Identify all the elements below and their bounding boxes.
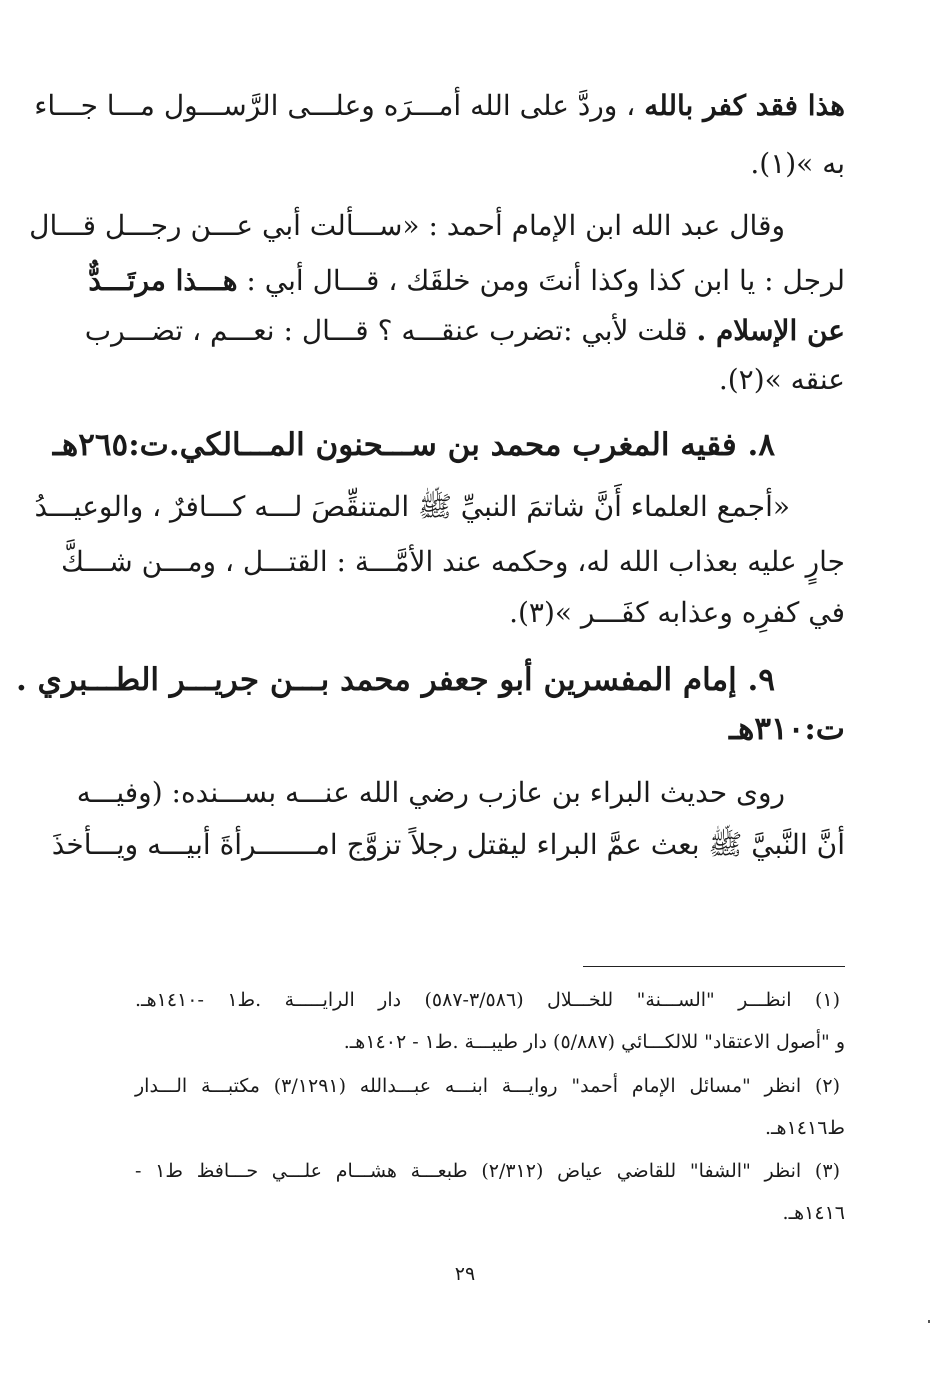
footnote-2-line2: ط١٤١٦هـ.	[764, 1117, 845, 1139]
para1-line1	[34, 86, 845, 126]
section-heading-8: ٨. فقيه المغرب محمد بن ســـحنون المـــالكي.ت:٢٦٥هـ	[52, 427, 775, 463]
para2-bold-phrase: هـــذا مرتَـــدٌّ	[88, 264, 238, 297]
section-heading-9-line1: ٩. إمام المفسرين أبو جعفر محمد بـــن جريـــر الطـــبري .	[15, 662, 775, 698]
section-heading-9-line2: ت:٣١٠هـ	[728, 711, 845, 747]
para3-line2: جارٍ عليه بعذاب الله له، وحكمه عند الأمَّـــة : القتـــل ، ومـــن شـــكَّ	[61, 545, 845, 578]
para1-line1-text: ، وردَّ على الله أمـــرَه وعلـــى الرَّســـول مـــا جـــاء	[34, 89, 636, 122]
para3-line3: في كفرِه وعذابه كفَـــر »(٣).	[509, 596, 845, 629]
para1-line2: به »(١).	[750, 147, 845, 180]
para2-line1: وقال عبد الله ابن الإمام أحمد : «ســـألت أبي عـــن رجـــل قـــال	[29, 209, 785, 242]
page-number: ٢٩	[454, 1263, 476, 1285]
footnote-1-line2: و "أصول الاعتقاد" للالكـــائي (٥/٨٨٧) دار طيبـــة .ط١ - ١٤٠٢هـ.	[343, 1031, 845, 1053]
footnote-3-line1: (٣) انظر "الشفا" للقاضي عياض (٢/٣١٢) طبعـــة هشـــام علـــي حـــافظ ط١ -	[135, 1160, 840, 1182]
para2-line3-bold: عن الإسلام .	[696, 314, 845, 347]
para2-line2	[88, 261, 845, 301]
para2-line4: عنقه »(٢).	[718, 363, 845, 396]
footnote-3-line2: ١٤١٦هـ.	[782, 1202, 845, 1224]
footnote-1-line1: (١) انظـــر "الســـنة" للخـــلال (٣/٥٨٦-٥٨٧) دار الرايـــــة .ط١ -١٤١٠هـ.	[135, 989, 840, 1011]
footnote-separator	[583, 966, 845, 967]
para2-line3	[84, 311, 845, 351]
para1-bold-phrase: هذا فقد كفر بالله	[644, 89, 845, 122]
para4-line2: أنَّ النَّبيَّ ﷺ بعث عمَّ البراء ليقتل رجلاً تزوَّج امـــــــرأةَ أبيـــه ويـــأخذَ	[51, 828, 845, 861]
para2-line2-text: لرجل : يا ابن كذا وكذا أنتَ ومن خلقَك ، قـــال أبي :	[246, 264, 845, 297]
para3-line1: «أجمع العلماء أَنَّ شاتمَ النبيِّ ﷺ المتنقِّصَ لـــه كـــافرٌ ، والوعيـــدُ	[34, 490, 790, 523]
para4-line1: روى حديث البراء بن عازب رضي الله عنـــه بســـنده: (وفيـــه	[76, 776, 785, 809]
footnote-2-line1: (٢) انظر "مسائل الإمام أحمد" روايـــة ابنـــه عبـــدالله (٣/١٢٩١) مكتبـــة الـــدار	[135, 1075, 841, 1097]
para2-line3-text: قلت لأبي :تضرب عنقـــه ؟ قـــال : نعـــم ، تضـــرب	[84, 314, 688, 347]
